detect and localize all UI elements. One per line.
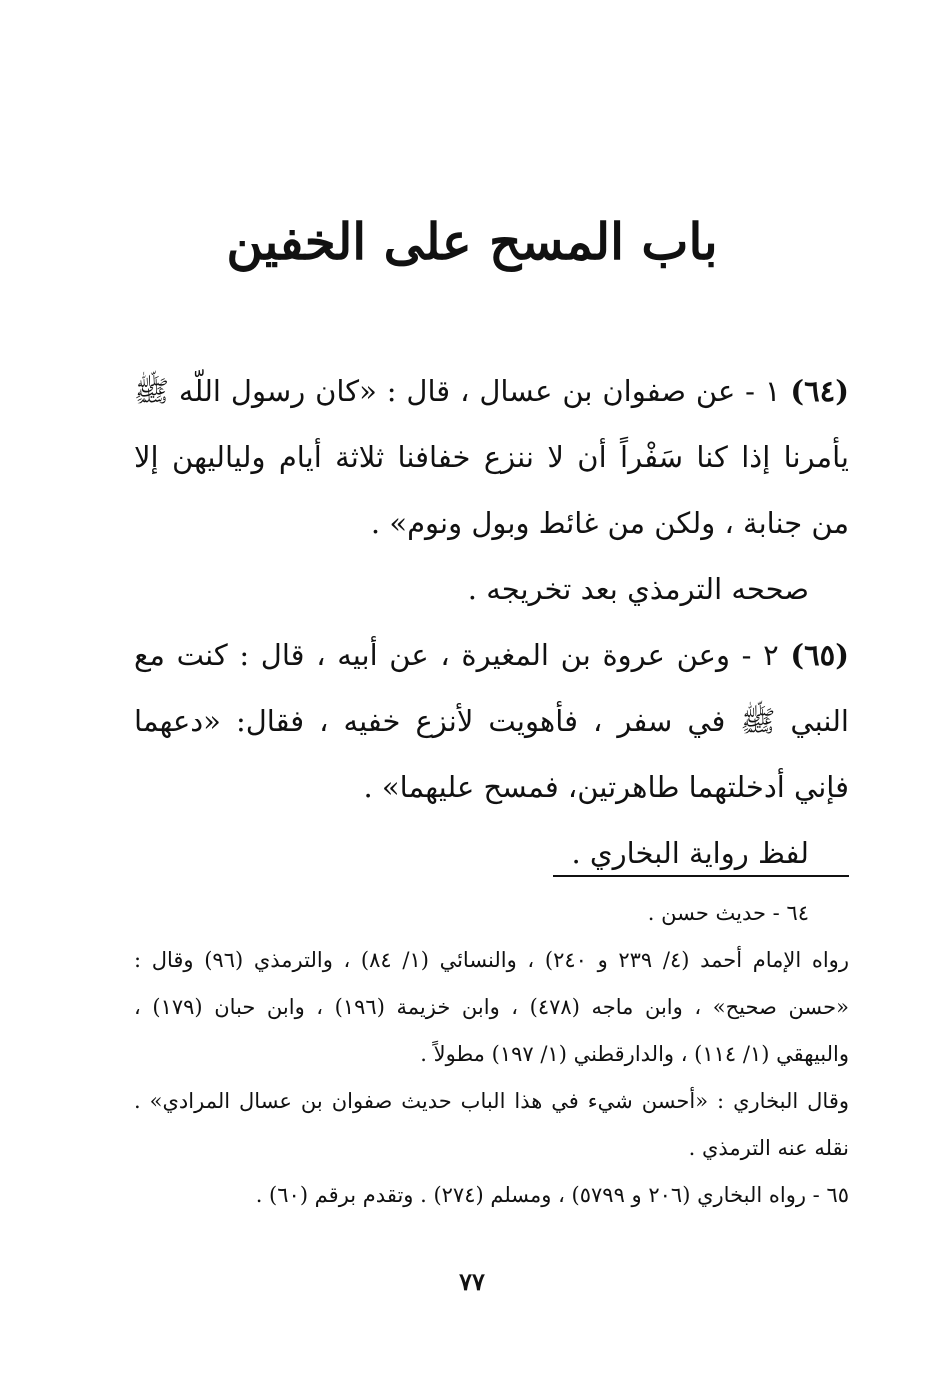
hadith-note: لفظ رواية البخاري . xyxy=(571,836,809,870)
footnote: ٦٥ - رواه البخاري (٢٠٦ و ٥٧٩٩) ، ومسلم (٢٧٤) . وتقدم برقم (٦٠) . xyxy=(255,1183,849,1207)
hadith-text: ١ - عن صفوان بن عسال ، قال : «كان رسول اللّه ﷺ يأمرنا إذا كنا سَفْراً أن لا ننزع خفافنا ثلاثة أيام ولياليهن إلا من جنابة ، ولكن من غائط وبول ونوم» . xyxy=(134,374,849,540)
page-number: ٧٧ xyxy=(459,1267,485,1296)
hadith-64 xyxy=(134,358,849,556)
chapter-title: باب المسح على الخفين xyxy=(226,212,718,271)
footnote: ٦٤ - حديث حسن . xyxy=(647,901,809,925)
hadith-note: صححه الترمذي بعد تخريجه . xyxy=(467,572,809,606)
footnote: رواه الإمام أحمد (٤/ ٢٣٩ و ٢٤٠) ، والنسائي (١/ ٨٤) ، والترمذي (٩٦) وقال : «حسن صحيح» ، وابن ماجه (٤٧٨) ، وابن خزيمة (١٩٦) ، وابن حبان (١٧٩) ، والبيهقي (١/ ١١٤) ، والدارقطني (١/ ١٩٧) مطولاً . xyxy=(134,948,849,1066)
footnote: وقال البخاري : «أحسن شيء في هذا الباب حديث صفوان بن عسال المرادي» . نقله عنه الترمذي . xyxy=(134,1089,849,1160)
footnotes xyxy=(134,890,849,1219)
hadith-number: (٦٥) xyxy=(790,638,849,672)
main-text xyxy=(134,358,849,886)
hadith-number: (٦٤) xyxy=(790,374,849,408)
footnote-divider xyxy=(553,875,849,877)
hadith-text: ٢ - وعن عروة بن المغيرة ، عن أبيه ، قال : كنت مع النبي ﷺ في سفر ، فأهويت لأنزع خفيه ، فقال: «دعهما فإني أدخلتهما طاهرتين، فمسح عليهما» . xyxy=(134,638,849,804)
hadith-65 xyxy=(134,622,849,820)
